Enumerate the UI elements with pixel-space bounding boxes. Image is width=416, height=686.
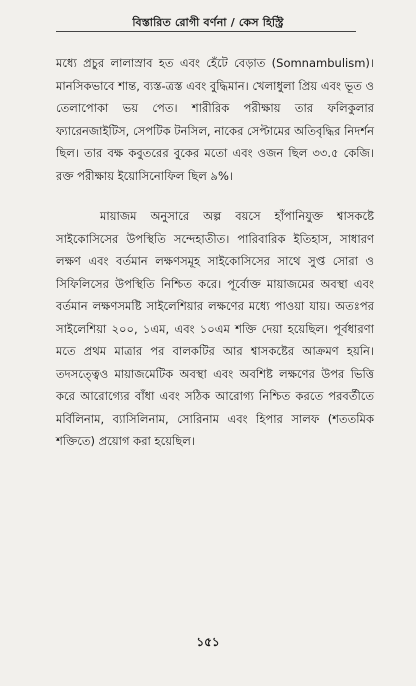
page-body	[56, 52, 374, 453]
running-header: বিস্তারিত রোগী বর্ণনা / কেস হিস্ট্রি	[132, 16, 284, 29]
header-divider	[56, 31, 356, 32]
page-number: ১৫১	[196, 635, 220, 649]
paragraph-2: মায়াজম অনুসারে অল্প বয়সে হাঁপানিযুক্ত শ্বাসকষ্টে সাইকোসিসের উপস্থিতি সন্দেহাতীত। পারিবারিক ইতিহাস, সাধারণ লক্ষণ এবং বর্তমান লক্ষণসমূহ সাইকোসিসের সাথে সুপ্ত সোরা ও সিফিলিসের উপস্থিতি নিশ্চিত করে। পূর্বোক্ত মায়াজমের অবস্থা এবং বর্তমান লক্ষণসমষ্টি সাইলেশিয়ার লক্ষণের মধ্যে পাওয়া যায়। অতঃপর সাইলেশিয়া ২০০, ১এম, এবং ১০এম শক্তি দেয়া হয়েছিল। পূর্বধারণা মতে প্রথম মাত্রার পর বালকটির আর শ্বাসকষ্টের আক্রমণ হয়নি। তদসত্ত্বেও মায়াজমেটিক অবস্থা এবং অবশিষ্ট লক্ষণের উপর ভিত্তি করে আরোগ্যের বাঁধা এবং সঠিক আরোগ্য নিশ্চিত করতে পরবর্তীতে মর্বিলিনাম, ব্যাসিলিনাম, সোরিনাম এবং হিপার সালফ (শততমিক শক্তিতে) প্রয়োগ করা হয়েছিল।	[56, 209, 374, 448]
paragraph-1: মধ্যে প্রচুর লালাস্রাব হত এবং হেঁটে বেড়াত (Somnambulism)। মানসিকভাবে শান্ত, ব্যস্ত-ত্রস্ত এবং বুদ্ধিমান। খেলাধুলা প্রিয় এবং ভূত ও তেলাপোকা ভয় পেত। শারীরিক পরীক্ষায় তার ফলিকুলার ফ্যারেনজাইটিস, সেপটিক টনসিল, নাকের সেপ্টামের অতিবৃদ্ধির নিদর্শন ছিল। তার বক্ষ কবুতরের বুকের মতো এবং ওজন ছিল ৩৩.৫ কেজি। রক্ত পরীক্ষায় ইয়োসিনোফিল ছিল ৯%।	[56, 56, 374, 183]
